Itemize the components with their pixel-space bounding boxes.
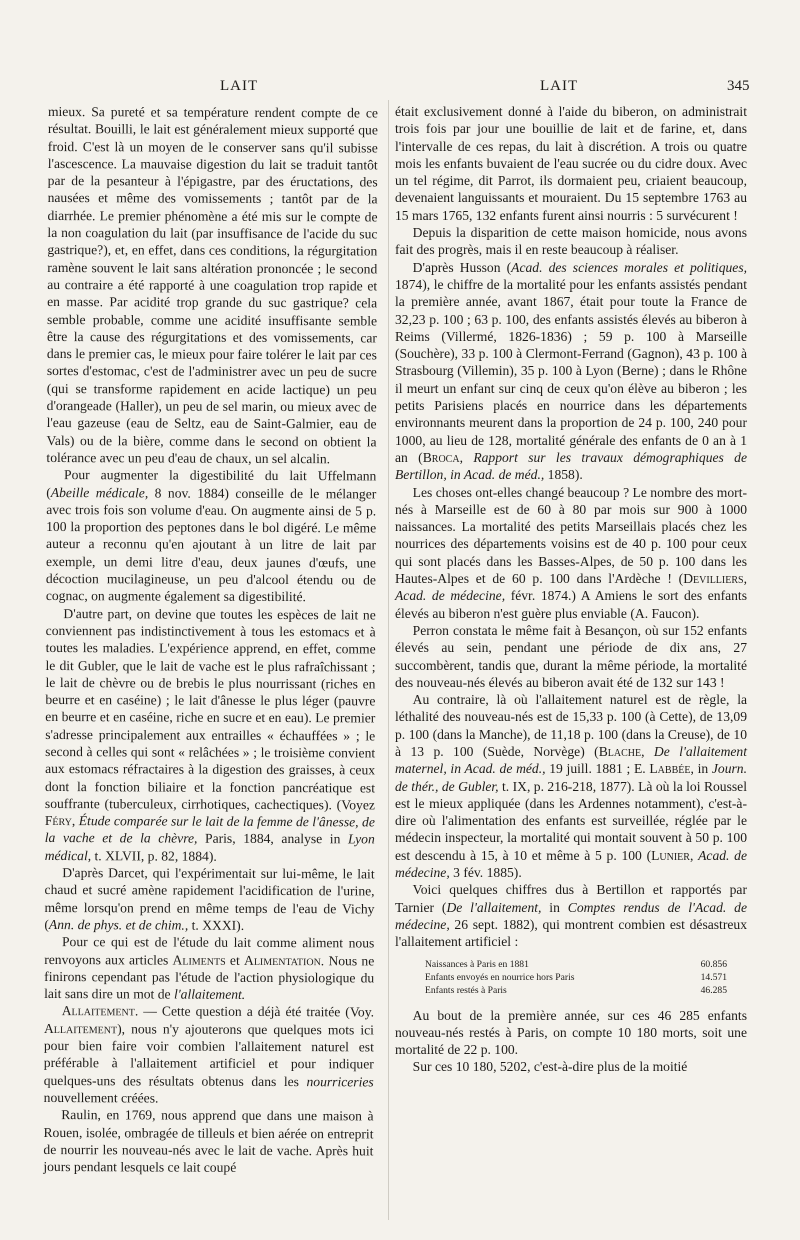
- cross-reference: Alimentation: [243, 952, 321, 968]
- paragraph: mieux. Sa pureté et sa température rendent compte de ce résultat. Bouilli, le lait est généralement mieux supporté que froid. C'est là un moyen de le conserver sans qu'il subisse l'ascescence. La mauvaise digestion du lait se traduit tantôt par de la pesanteur à l'épigastre, par des éructations, des nausées et même des vomissements ; tantôt par de la diarrhée. Le premier phénomène a été mis sur le compte de la non coagulation du lait (par insuffisance de l'acide du suc gastrique?), et, en effet, dans ces conditions, la régurgitation ramène souvent le lait sans altération prononcée ; le second au contraire a été rapporté à une coagulation trop rapide et en masse. Par acidité trop grande du suc gastrique? cela semble probable, comme une acidité insuffisante semble être la cause des régurgitations et des vomissements, car dans le premier cas, le mieux pour faire tolérer le lait par ces sortes d'estomac, c'est de l'administrer avec un peu de sucre (qui se transforme rapidement en acide lactique) un peu d'orangeade (Haller), un peu de sel marin, ou mieux avec de l'eau gazeuse (eau de Seltz, eau de Saint-Galmier, eau de Vals) ou de la bière, comme dans le second on obtient la tolérance avec un peu d'eau de chaux, un sel alcalin.: [46, 103, 378, 467]
- table-row: [425, 958, 727, 971]
- paragraph: Depuis la disparition de cette maison homicide, nous avons fait des progrès, mais il en reste beaucoup à réaliser.: [395, 225, 747, 258]
- running-head-right: LAIT: [540, 78, 579, 94]
- table-cell-label: Enfants restés à Paris: [425, 984, 507, 996]
- table-cell-label: Naissances à Paris en 1881: [425, 958, 529, 970]
- paragraph: D'autre part, on devine que toutes les espèces de lait ne conviennent pas indistinctivement à tous les estomacs et à toutes les maladies. L'expérience apprend, en effet, comme le dit Gubler, que le lait de vache est le plus rafraîchissant ; le lait de chèvre ou de brebis le plus nourrissant (riches en beurre et en caséine) ; le lait d'ânesse le plus léger (pauvre en beurre et en caséine, riche en sucre et en eau). Le premier s'adresse principalement aux entrailles « échauffées » ; le second à celles qui sont « relâchées » ; le troisième convient aux estomacs réfractaires à la digestion des graisses, à ceux dont la fonction biliaire et la fonction pancréatique est souffrante (tuberculeux, cirrhotiques, cachectiques). (Voyez Féry, Étude comparée sur le lait de la femme de l'ânesse, de la vache et de la chèvre, Paris, 1884, analyse in Lyon médical, t. XLVII, p. 82, 1884).: [44, 605, 376, 864]
- citation: Acad. de médecine,: [395, 588, 506, 604]
- paragraph: était exclusivement donné à l'aide du biberon, on administrait trois fois par jour une bouillie de lait et de farine, et, dans l'intervalle de ces repas, du lait à discrétion. A trois ou quatre mois les enfants buvaient de l'eau sucrée ou du cidre doux. Avec un tel régime, dit Parrot, ils dormaient peu, criaient beaucoup, devenaient languissants et mouraient. Du 15 septembre 1763 au 15 mars 1765, 132 enfants furent ainsi nourris : 5 survécurent !: [395, 104, 747, 223]
- section-heading: Allaitement.: [61, 1003, 139, 1019]
- paragraph: Au contraire, là où l'allaitement naturel est de règle, la léthalité des nouveau-nés est de 15,33 p. 100 (à Cette), de 13,09 p. 100 (dans la Manche), de 11,18 p. 100 (dans la Creuse), de 10 à 13 p. 100 (Suède, Norvège) (Blache, De l'allaitement maternel, in Acad. de méd., 19 juill. 1881 ; E. Labbée, in Journ. de thér., de Gubler, t. IX, p. 216-218, 1877). Là où la loi Roussel est le mieux appliquée (dans les Ardennes notamment), c'est-à-dire où l'alimentation des enfants est surveillée, réglée par le médecin inspecteur, la mortalité qui montait souvent à 50 p. 100 est descendu à 15, à 10 et même à 5 p. 100 (Lunier, Acad. de médecine, 3 fév. 1885).: [395, 692, 748, 881]
- paragraph: Les choses ont-elles changé beaucoup ? Le nombre des mort-nés à Marseille est de 60 à 80 par mois sur 900 à 1000 naissances. La mortalité des petits Marseillais placés chez les nourrices des départements voisins est de 40 p. 100 pour ceux qui sont placés dans les Basses-Alpes, de 50 p. 100 dans les Hautes-Alpes et de 60 p. 100 dans l'Ardèche ! (Devilliers, Acad. de médecine, févr. 1874.) A Amiens le sort des enfants élevés au biberon n'est guère plus enviable (A. Faucon).: [395, 484, 747, 621]
- paragraph: D'après Husson (Acad. des sciences morales et politiques, 1874), le chiffre de la mortalité pour les enfants assistés pendant la première année, avant 1867, était pour toute la France de 32,23 p. 100 ; 63 p. 100, des enfants assistés élevés au biberon à Reims (Villermé, 1826-1836) ; 59 p. 100 à Marseille (Souchère), 33 p. 100 à Clermont-Ferrand (Gagnon), 43 p. 100 à Strasbourg (Villemin), 35 p. 100 à Lyon (Berne) ; dans le Rhône il meurt un enfant sur cinq de ceux qu'on élève au biberon ; les petits Parisiens placés en nourrice dans les départements environnants meurent dans la proportion de 24 p. 100, 240 pour 1000, au lieu de 128, mortalité générale des enfants de 0 an à 1 an (Broca, Rapport sur les travaux démographiques de Bertillon, in Acad. de méd., 1858).: [395, 259, 748, 483]
- running-head-left: LAIT: [220, 78, 259, 94]
- paragraph: Voici quelques chiffres dus à Bertillon et rapportés par Tarnier (De l'allaitement, in Comptes rendus de l'Acad. de médecine, 26 sept. 1882), qui montrent combien est désastreux l'allaitement artificiel :: [395, 882, 747, 950]
- table-cell-value: 60.856: [700, 958, 727, 970]
- author-name: Féry: [44, 813, 72, 829]
- citation: Acad. des sciences morales et politiques,: [511, 259, 748, 275]
- citation: Comptes rendus de l'Acad. de médecine,: [395, 899, 747, 932]
- birth-statistics-table: [425, 958, 727, 997]
- paragraph: D'après Darcet, qui l'expérimentait sur lui-même, le lait chaud et sucré amène rapidement l'acidification de l'urine, même lorsqu'on prend en même temps de l'eau de Vichy (Ann. de phys. et de chim., t. XXXI).: [44, 865, 375, 933]
- author-name: Broca: [422, 449, 460, 465]
- column-divider: [388, 100, 389, 1220]
- citation: Acad. de médecine,: [395, 847, 748, 881]
- paragraph: Raulin, en 1769, nous apprend que dans une maison à Rouen, isolée, ombragée de tilleuls et bien aérée on entreprit de nourrir les nouveau-nés avec le lait de vache. Après huit jours pendant lesquels ce lait coupé: [43, 1107, 374, 1175]
- cross-reference: Aliments: [172, 952, 226, 968]
- table-cell-label: Enfants envoyés en nourrice hors Paris: [425, 971, 575, 983]
- citation: Lyon médical,: [44, 831, 375, 863]
- left-column: [43, 103, 378, 1177]
- paragraph: Au bout de la première année, sur ces 46 285 enfants nouveau-nés restés à Paris, on compte 10 180 morts, soit une mortalité de 22 p. 100.: [395, 1007, 747, 1058]
- citation: Abeille médicale,: [50, 484, 149, 500]
- table-cell-value: 46.285: [700, 984, 727, 996]
- citation: Rapport sur les travaux démographiques de Bertillon, in Acad. de méd.,: [395, 449, 748, 483]
- table-row: [425, 971, 727, 984]
- right-column: [395, 103, 747, 1076]
- paragraph: Sur ces 10 180, 5202, c'est-à-dire plus de la moitié: [412, 1059, 688, 1075]
- cross-reference: Allaitement: [43, 1020, 118, 1037]
- author-name: Blache: [598, 743, 642, 759]
- author-name: Lunier: [651, 847, 690, 863]
- author-name: E. Labbée: [633, 761, 691, 777]
- paragraph: Pour augmenter la digestibilité du lait Uffelmann (Abeille médicale, 8 nov. 1884) conseille de le mélanger avec trois fois son volume d'eau. On augmente ainsi de 5 p. 100 la proportion des peptones dans le bol digéré. Le même auteur a reconnu qu'en ajoutant à un litre de lait par exemple, un demi litre d'eau, deux jaunes d'œufs, une décoction mucilagineuse, un peu d'alcool étendu ou de cognac, on augmente également sa digestibilité.: [45, 467, 377, 605]
- citation: Étude comparée sur le lait de la femme de l'ânesse, de la vache et de la chèvre,: [44, 813, 375, 847]
- table-cell-value: 14.571: [700, 971, 727, 983]
- page-number: 345: [727, 78, 750, 94]
- author-name: Devilliers: [683, 571, 744, 587]
- citation: De l'allaitement,: [446, 899, 542, 915]
- section-heading-paragraph: Allaitement. — Cette question a déjà été traitée (Voy. Allaitement), nous n'y ajouterons que quelques mots ici pour bien faire voir combien l'allaitement naturel est préférable à l'allaitement artificiel et pour indiquer quelques-uns des résultats obtenus dans les nourriceries nouvellement créées.: [43, 1003, 375, 1106]
- paragraph: Pour ce qui est de l'étude du lait comme aliment nous renvoyons aux articles Aliments et Alimentation. Nous ne finirons cependant pas l'étude de l'action physiologique du lait sans dire un mot de l'allaitement.: [44, 934, 375, 1003]
- paragraph: Perron constata le même fait à Besançon, où sur 152 enfants élevés au sein, pendant une période de dix ans, 27 succombèrent, tandis que, durant la même période, la mortalité des nouveau-nés élevés au biberon avait été de 132 sur 143 !: [395, 622, 747, 690]
- citation: Journ. de thér., de Gubler,: [395, 761, 747, 794]
- table-row: [425, 984, 727, 997]
- citation: De l'allaitement maternel, in Acad. de méd.,: [395, 743, 748, 777]
- citation: Ann. de phys. et de chim.,: [48, 916, 189, 933]
